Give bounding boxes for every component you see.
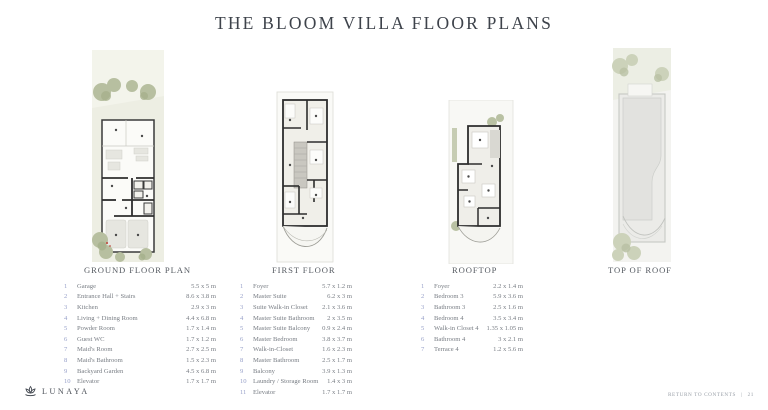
room-dimensions: 2.5 x 1.6 m [493, 303, 523, 311]
room-number: 6 [421, 335, 425, 343]
room-dimensions: 2.9 x 3 m [191, 303, 216, 311]
brand-name: LUNAYA [42, 387, 90, 396]
room-dimensions: 3.9 x 1.3 m [322, 367, 352, 375]
room-name: Master Bathroom [253, 356, 300, 364]
room-number: 3 [64, 303, 68, 311]
room-name: Master Suite [253, 293, 287, 301]
room-name: Walk-in-Closet [253, 346, 294, 354]
legend-row [64, 323, 216, 334]
room-number: 1 [240, 282, 244, 290]
room-name: Maid's Bathroom [77, 356, 123, 364]
room-number: 2 [240, 293, 244, 301]
room-number: 8 [240, 356, 244, 364]
room-name: Garage [77, 282, 97, 290]
room-number: 7 [421, 346, 425, 354]
room-dimensions: 5.7 x 1.2 m [322, 282, 352, 290]
legend-row [240, 366, 352, 377]
room-name: Walk-in Closet 4 [434, 325, 479, 333]
legend-row [421, 313, 523, 324]
room-name: Terrace 4 [434, 346, 459, 354]
room-number: 8 [64, 356, 68, 364]
page-info [668, 392, 754, 398]
lotus-logo-icon [24, 385, 37, 398]
room-dimensions: 2 x 3.5 m [327, 314, 352, 322]
legend-row [421, 302, 523, 313]
legend-row [240, 345, 352, 356]
legend-row [240, 334, 352, 345]
legend-row [64, 345, 216, 356]
room-name: Bedroom 3 [434, 293, 464, 301]
room-dimensions: 3.5 x 3.4 m [493, 314, 523, 322]
room-number: 9 [240, 367, 244, 375]
room-dimensions: 3.8 x 3.7 m [322, 335, 352, 343]
room-number: 10 [240, 378, 247, 386]
room-number: 11 [240, 388, 247, 396]
room-number: 4 [240, 314, 244, 322]
heading-rooftop: ROOFTOP [452, 265, 498, 275]
room-name: Kitchen [77, 303, 98, 311]
legend-row [64, 302, 216, 313]
room-name: Master Bedroom [253, 335, 298, 343]
room-name: Guest WC [77, 335, 105, 343]
heading-ground-floor-plan: GROUND FLOOR PLAN [84, 265, 191, 275]
room-name: Foyer [434, 282, 450, 290]
heading-top-of-roof: TOP OF ROOF [608, 265, 672, 275]
room-name: Laundry / Storage Room [253, 378, 319, 386]
legend-first-floor [240, 281, 352, 398]
legend-row [421, 281, 523, 292]
room-name: Foyer [253, 282, 269, 290]
room-dimensions: 5.5 x 5 m [191, 282, 216, 290]
room-name: Powder Room [77, 325, 115, 333]
room-dimensions: 4.4 x 6.8 m [186, 314, 216, 322]
room-dimensions: 1.5 x 2.3 m [186, 356, 216, 364]
room-number: 2 [421, 293, 425, 301]
top-of-roof-plan-image [598, 48, 684, 262]
legend-row [240, 313, 352, 324]
room-number: 5 [421, 325, 425, 333]
room-number: 7 [64, 346, 68, 354]
room-name: Suite Walk-in Closet [253, 303, 308, 311]
room-name: Master Suite Bathroom [253, 314, 315, 322]
legend-row [421, 334, 523, 345]
legend-ground-floor [64, 281, 216, 387]
room-number: 1 [421, 282, 425, 290]
room-number: 1 [64, 282, 68, 290]
brand-logo [24, 385, 90, 398]
legend-row [421, 345, 523, 356]
legend-row [240, 387, 352, 398]
legend-rooftop [421, 281, 523, 355]
rooftop-plan-image [442, 100, 520, 264]
room-dimensions: 1.35 x 1.05 m [486, 325, 523, 333]
footer-divider: | [740, 392, 743, 398]
room-number: 7 [240, 346, 244, 354]
legend-row [240, 281, 352, 292]
legend-row [421, 292, 523, 303]
room-dimensions: 3 x 2.1 m [498, 335, 523, 343]
room-dimensions: 2.5 x 1.7 m [322, 356, 352, 364]
room-dimensions: 1.4 x 3 m [327, 378, 352, 386]
heading-first-floor: FIRST FLOOR [272, 265, 336, 275]
room-number: 3 [240, 303, 244, 311]
room-number: 3 [421, 303, 425, 311]
room-dimensions: 1.7 x 1.4 m [186, 325, 216, 333]
room-dimensions: 2.2 x 1.4 m [493, 282, 523, 290]
room-number: 4 [64, 314, 68, 322]
room-dimensions: 0.9 x 2.4 m [322, 325, 352, 333]
room-dimensions: 1.2 x 5.6 m [493, 346, 523, 354]
legend-row [64, 292, 216, 303]
room-dimensions: 2.7 x 2.5 m [186, 346, 216, 354]
legend-row [421, 323, 523, 334]
first-floor-plan-image [270, 90, 340, 264]
room-dimensions: 1.7 x 1.2 m [186, 335, 216, 343]
legend-row [64, 281, 216, 292]
room-name: Entrance Hall + Stairs [77, 293, 136, 301]
ground-floor-plan-image [86, 50, 170, 262]
return-to-contents-link[interactable]: RETURN TO CONTENTS [668, 392, 736, 398]
room-name: Elevator [77, 378, 100, 386]
room-dimensions: 6.2 x 3 m [327, 293, 352, 301]
room-dimensions: 1.6 x 2.3 m [322, 346, 352, 354]
room-name: Bathroom 3 [434, 303, 466, 311]
room-name: Maid's Room [77, 346, 113, 354]
legend-row [64, 313, 216, 324]
legend-row [240, 355, 352, 366]
room-number: 5 [240, 325, 244, 333]
legend-row [240, 292, 352, 303]
room-name: Balcony [253, 367, 275, 375]
legend-row [64, 355, 216, 366]
room-dimensions: 2.1 x 3.6 m [322, 303, 352, 311]
room-name: Elevator [253, 388, 276, 396]
room-number: 2 [64, 293, 68, 301]
room-dimensions: 4.5 x 6.8 m [186, 367, 216, 375]
legend-row [64, 366, 216, 377]
legend-row [240, 376, 352, 387]
room-dimensions: 5.9 x 3.6 m [493, 293, 523, 301]
room-number: 6 [240, 335, 244, 343]
room-name: Master Suite Balcony [253, 325, 311, 333]
page-number: 21 [747, 392, 754, 398]
room-dimensions: 1.7 x 1.7 m [322, 388, 352, 396]
room-dimensions: 8.6 x 3.8 m [186, 293, 216, 301]
room-name: Backyard Garden [77, 367, 124, 375]
room-number: 5 [64, 325, 68, 333]
legend-row [240, 302, 352, 313]
room-name: Bedroom 4 [434, 314, 464, 322]
room-number: 10 [64, 378, 71, 386]
room-name: Living + Dining Room [77, 314, 138, 322]
room-dimensions: 1.7 x 1.7 m [186, 378, 216, 386]
room-name: Bathroom 4 [434, 335, 466, 343]
legend-row [64, 334, 216, 345]
room-number: 9 [64, 367, 68, 375]
room-number: 4 [421, 314, 425, 322]
room-number: 6 [64, 335, 68, 343]
page-title: THE BLOOM VILLA FLOOR PLANS [214, 13, 554, 33]
legend-row [240, 323, 352, 334]
